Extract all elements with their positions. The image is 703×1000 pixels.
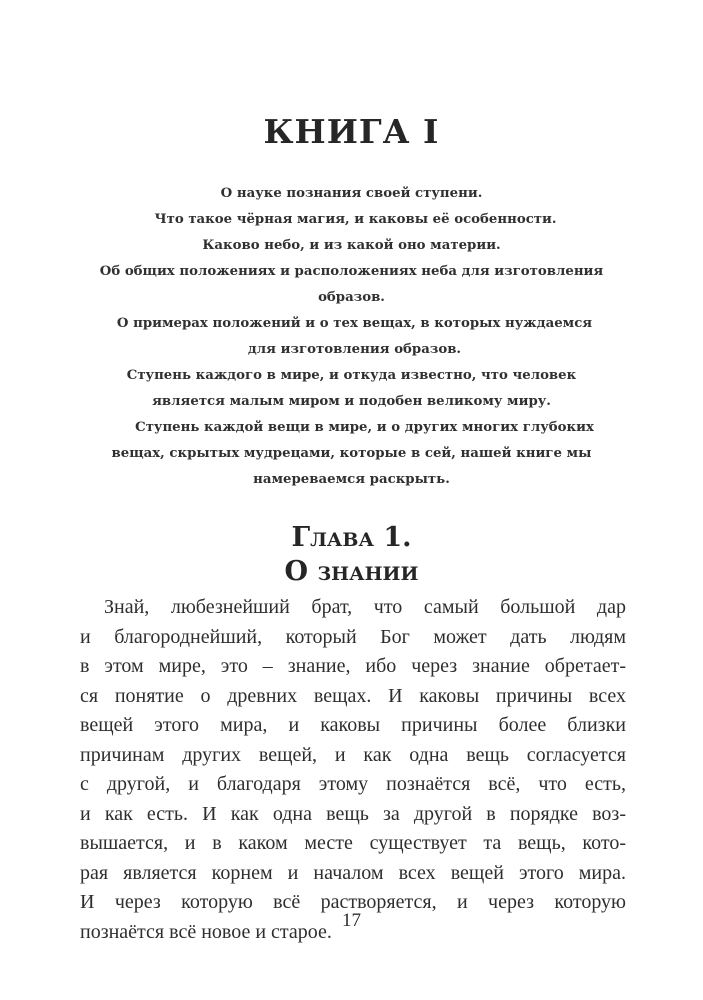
body-line: с другой, и благодаря этому познаётся всё, что есть,: [80, 773, 626, 795]
body-line: причинам других вещей, и как одна вещь согласуется: [80, 743, 626, 766]
body-line: и благороднейший, который Бог может дать людям: [80, 625, 626, 648]
chapter-number: Глава 1.: [291, 522, 412, 553]
body-line: в этом мире, это – знание, ибо через знание обретает-: [80, 655, 626, 677]
chapter-title: О знании: [284, 556, 419, 587]
contents-item: Об общих положениях и расположениях неба для изготовления образов.: [99, 264, 604, 305]
body-line: познаётся всё новое и старое.: [80, 920, 332, 943]
contents-item: Ступень каждого в мире, и откуда известно, что человек является малым миром и подобен великому миру.: [126, 368, 577, 409]
contents-item: Каково небо, и из какой оно материи.: [202, 238, 501, 253]
contents-item: Ступень каждой вещи в мире, и о других многих глубоких вещах, скрытых мудрецами, которые в сей, нашей книге мы намереваемся раскрыть.: [111, 420, 594, 487]
body-line: И через которую всё растворяется, и через которую: [80, 891, 626, 913]
body-line: и как есть. И как одна вещь за другой в порядке воз-: [80, 802, 626, 825]
contents-item: Что такое чёрная магия, и каковы её особенности.: [154, 212, 557, 227]
contents-item: О примерах положений и о тех вещах, в которых нуждаемся для изготовления образов.: [116, 316, 593, 357]
contents-item: О науке познания своей ступени.: [220, 186, 483, 201]
body-line: вышается, и в каком месте существует та вещь, кото-: [80, 832, 626, 854]
chapter-body-text: [80, 593, 626, 947]
body-line: вещей этого мира, и каковы причины более близки: [80, 714, 626, 736]
page-number: 17: [342, 910, 361, 931]
body-line: Знай, любезнейший брат, что самый большой дар: [104, 596, 626, 618]
book-contents-list: [95, 181, 608, 493]
body-line: ся понятие о древних вещах. И каковы причины всех: [80, 684, 626, 707]
body-line: рая является корнем и началом всех вещей этого мира.: [80, 861, 626, 884]
book-title: КНИГА I: [263, 112, 440, 151]
